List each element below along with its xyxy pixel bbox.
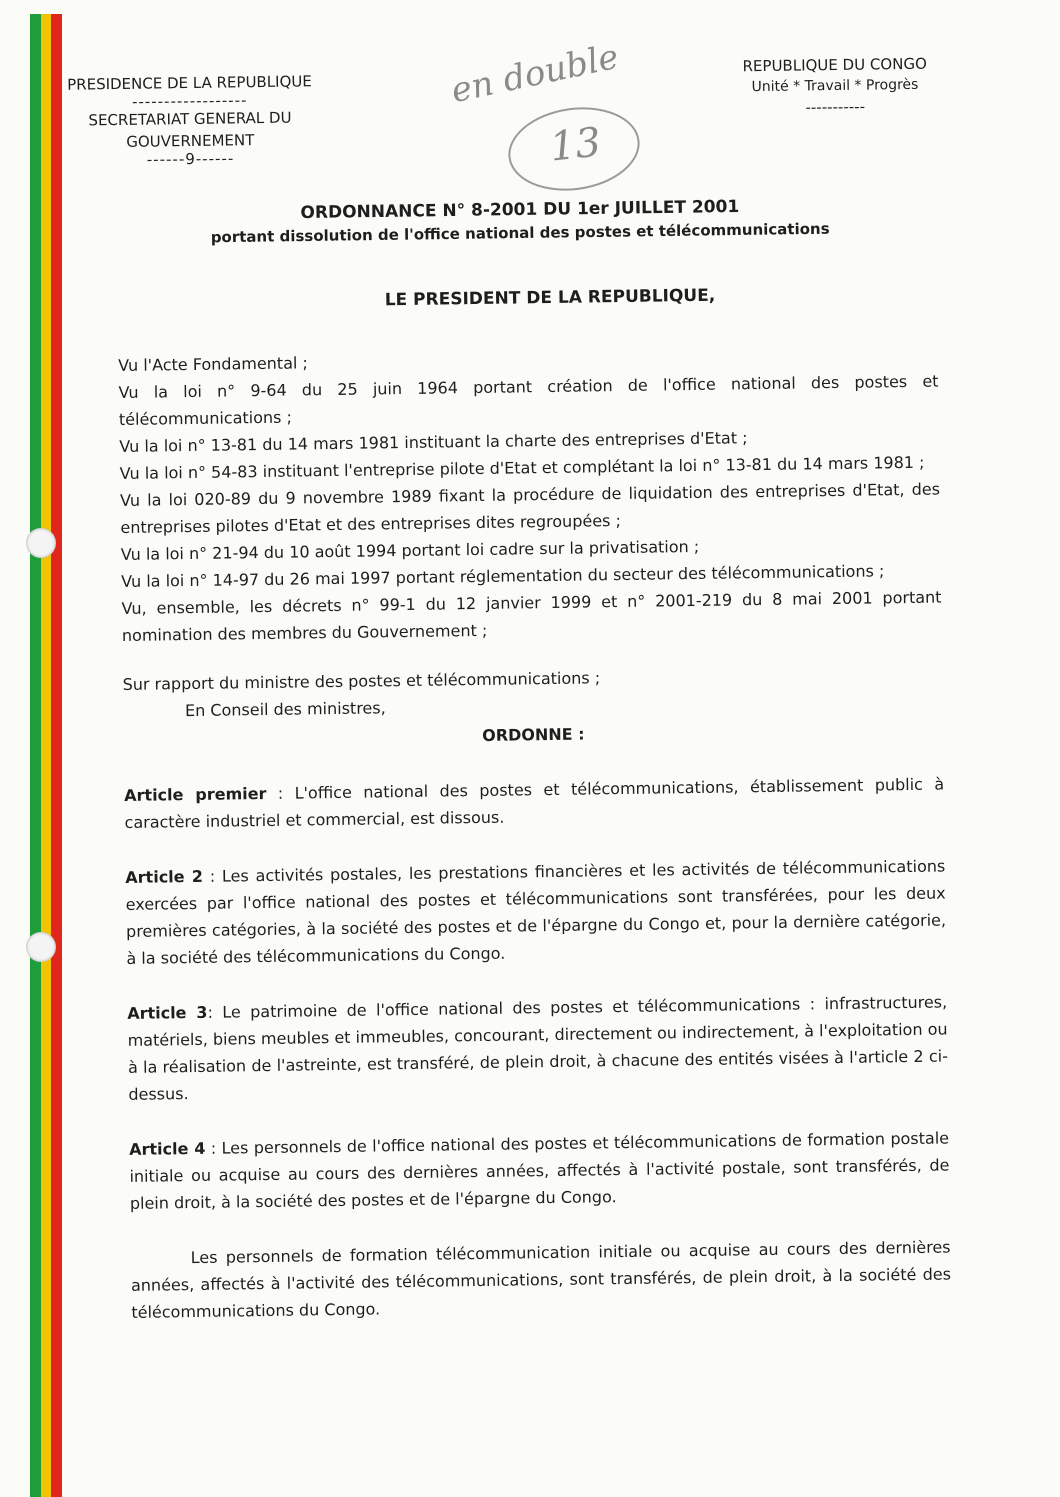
- article-text: : Les activités postales, les prestations financières et les activités de télécommunications exercées par l'office national des postes et télécommunications sont transférées, pour les deux premières catégories, à la société des postes et de l'épargne du Congo et, pour la dernière catégorie, à la société des télécommunications du Congo.: [125, 856, 947, 968]
- flag-band-red: [51, 14, 62, 1497]
- article-label: Article 2: [125, 866, 204, 887]
- article-4-continuation: Les personnels de formation télécommunication initiale ou acquise au cours des dernières années, affectés à l'activité des télécommunications, sont transférés, de plein droit, à la société des télécommunications du Congo.: [130, 1237, 952, 1322]
- flag-band-yellow: [41, 14, 52, 1497]
- handwritten-number: 13: [547, 119, 604, 171]
- president-heading: LE PRESIDENT DE LA REPUBLIQUE,: [384, 285, 716, 311]
- vu-item: Vu la loi 020-89 du 9 novembre 1989 fixant la procédure de liquidation des entreprises d'Etat, des entreprises pilotes d'Etat et des entreprises dites regroupées ;: [119, 479, 941, 537]
- article-label: Article 3: [127, 1002, 208, 1023]
- article-text: : Les personnels de l'office national des postes et télécommunications de formation postale initiale ou acquise au cours des dernières années, affectés à l'activité postale, sont transférés, de plein droit, à la société des postes et de l'épargne du Congo.: [129, 1128, 950, 1213]
- separator: ------9------: [146, 149, 235, 169]
- handwritten-note: en double: [447, 36, 623, 112]
- presidence-label: PRESIDENCE DE LA REPUBLIQUE: [67, 72, 312, 94]
- vu-item: Vu la loi n° 9-64 du 25 juin 1964 portant création de l'office national des postes et télécommunications ;: [118, 371, 939, 429]
- motto: Unité * Travail * Progrès: [751, 76, 919, 96]
- gouvernement-label: GOUVERNEMENT: [126, 131, 255, 151]
- ordinance-title: ORDONNANCE N° 8-2001 DU 1er JUILLET 2001: [300, 196, 740, 224]
- article-text: : Le patrimoine de l'office national des postes et télécommunications : infrastructures, matériels, biens meubles et immeubles, concourant, directement ou indirectement, à l'exploitation ou à la réalisation de l'astreinte, est transféré, de plein droit, à chacune des entités visées à l'article 2 ci-dessus.: [127, 992, 949, 1104]
- vu-item: Vu la loi n° 13-81 du 14 mars 1981 instituant la charte des entreprises d'Etat ;: [119, 428, 748, 456]
- article-2: [125, 853, 946, 972]
- vu-item: Vu la loi n° 54-83 instituant l'entreprise pilote d'Etat et complétant la loi n° 13-81 du 14 mars 1981 ;: [119, 452, 925, 483]
- separator: ------------------: [131, 91, 248, 111]
- vu-item: Vu la loi n° 14-97 du 26 mai 1997 portant réglementation du secteur des télécommunications ;: [121, 561, 885, 591]
- ordinance-title-block: [160, 193, 881, 249]
- vu-item: Vu, ensemble, les décrets n° 99-1 du 12 janvier 1999 et n° 2001-219 du 8 mai 2001 portant nomination des membres du Gouvernement ;: [121, 587, 942, 645]
- article-label: Article 4: [129, 1138, 206, 1159]
- conseil-line: En Conseil des ministres,: [184, 698, 386, 721]
- article-premier: [124, 771, 945, 836]
- rapport-line: Sur rapport du ministre des postes et télécommunications ;: [122, 668, 601, 694]
- secretariat-label: SECRETARIAT GENERAL DU: [88, 108, 292, 130]
- ordonne-heading: ORDONNE :: [482, 724, 585, 745]
- flag-stripe: [30, 14, 62, 1497]
- punch-hole-icon: [26, 528, 56, 558]
- article-4: [129, 1124, 950, 1216]
- ordinance-body: [118, 341, 952, 1326]
- handwritten-annotation: [447, 36, 680, 182]
- ordinance-subtitle: portant dissolution de l'office national des postes et télécommunications: [210, 219, 830, 247]
- punch-hole-icon: [26, 932, 56, 962]
- flag-band-green: [30, 14, 41, 1497]
- article-label: Article premier: [124, 783, 267, 805]
- country-label: REPUBLIQUE DU CONGO: [742, 54, 927, 76]
- header-left: [39, 70, 340, 168]
- article-3: [127, 988, 948, 1107]
- separator: -----------: [805, 97, 866, 117]
- article-text: : L'office national des postes et télécommunications, établissement public à caractère industriel et commercial, est dissous.: [124, 774, 945, 832]
- vu-item: Vu la loi n° 21-94 du 10 août 1994 portant loi cadre sur la privatisation ;: [120, 536, 700, 564]
- vu-item: Vu l'Acte Fondamental ;: [118, 353, 308, 375]
- header-right: [720, 53, 951, 119]
